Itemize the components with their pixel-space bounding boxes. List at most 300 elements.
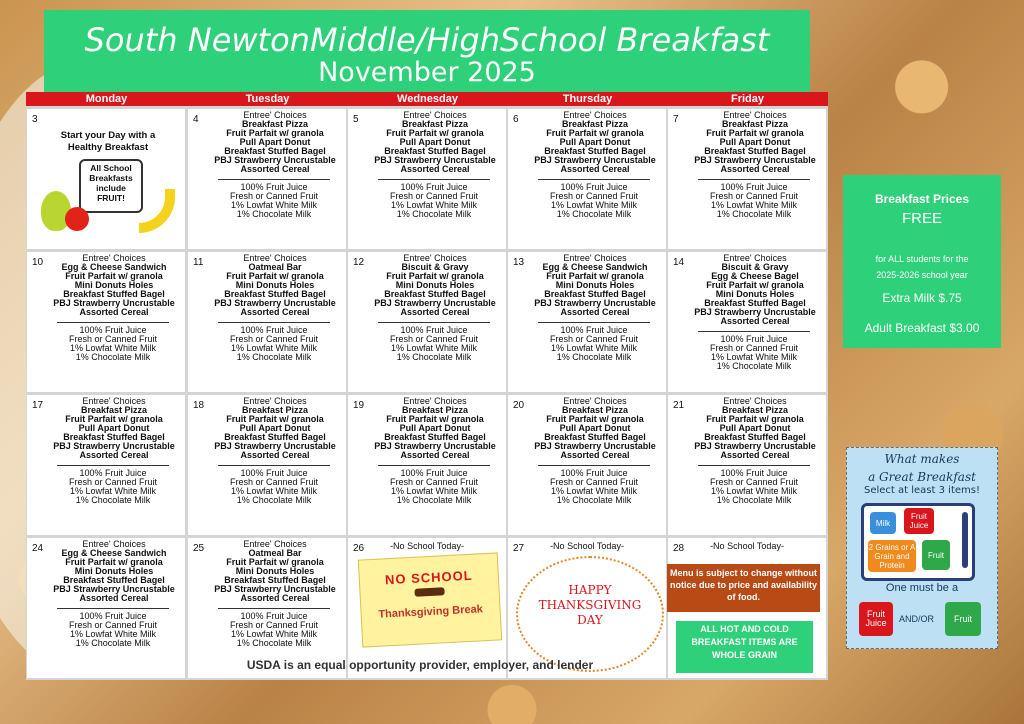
menu-item: Assorted Cereal	[720, 164, 790, 174]
date-number: 4	[193, 114, 199, 125]
entree-label: Entree' Choices	[243, 253, 307, 263]
menu-item: Fruit Parfait w/ granola	[546, 414, 644, 424]
menu-item: Fruit Parfait w/ granola	[226, 271, 324, 281]
date-number: 6	[513, 114, 519, 125]
menu-item: PBJ Strawberry Uncrustable	[694, 307, 816, 317]
side-item: Fresh or Canned Fruit	[549, 477, 639, 487]
day-cell	[27, 395, 185, 535]
side-item: 1% Chocolate Milk	[236, 495, 312, 505]
sides-block	[668, 335, 826, 371]
divider	[57, 322, 169, 323]
menu-item: Breakfast Stuffed Bagel	[704, 298, 806, 308]
spoon-icon	[962, 512, 968, 568]
side-item: Fresh or Canned Fruit	[549, 191, 639, 201]
side-item: 1% Lowfat White Milk	[550, 486, 638, 496]
menu-item: Mini Donuts Holes	[235, 280, 315, 290]
divider	[57, 608, 169, 609]
menu-item: Assorted Cereal	[79, 307, 149, 317]
entree-label: Entree' Choices	[403, 110, 467, 120]
day-header-wednesday: Wednesday	[347, 92, 508, 106]
prices-extra-milk: Extra Milk $.75	[882, 291, 962, 305]
side-item: 100% Fruit Juice	[79, 325, 147, 335]
grains-chip: 2 Grains or A Grain and Protein	[868, 540, 916, 572]
menu-item: Assorted Cereal	[720, 450, 790, 460]
page-header	[44, 10, 810, 94]
no-school-label: -No School Today-	[550, 541, 624, 551]
menu-item: Breakfast Stuffed Bagel	[544, 289, 646, 299]
date-number: 12	[353, 257, 365, 268]
menu-item: PBJ Strawberry Uncrustable	[694, 441, 816, 451]
menu-item: Assorted Cereal	[560, 450, 630, 460]
promo-sign-2: Breakfasts	[89, 173, 133, 183]
menu-item: Fruit Parfait w/ granola	[226, 557, 324, 567]
side-item: 1% Chocolate Milk	[75, 638, 151, 648]
side-item: 1% Lowfat White Milk	[710, 200, 798, 210]
usda-statement: USDA is an equal opportunity provider, employer, and lender	[246, 658, 594, 672]
side-item: 1% Lowfat White Milk	[710, 486, 798, 496]
menu-block	[188, 109, 346, 174]
side-item: 100% Fruit Juice	[720, 334, 788, 344]
menu-item: PBJ Strawberry Uncrustable	[534, 298, 656, 308]
entree-label: Entree' Choices	[82, 396, 146, 406]
entree-label: Entree' Choices	[723, 110, 787, 120]
menu-block	[188, 395, 346, 460]
menu-item: Breakfast Stuffed Bagel	[63, 432, 165, 442]
side-item: 100% Fruit Juice	[560, 468, 628, 478]
entree-label: Entree' Choices	[82, 539, 146, 549]
menu-item: Pull Apart Donut	[719, 423, 791, 433]
menu-item: Biscuit & Gravy	[721, 262, 789, 272]
fruit-chip: Fruit	[922, 540, 950, 570]
side-item: 1% Chocolate Milk	[556, 495, 632, 505]
divider	[538, 179, 650, 180]
menu-item: Fruit Parfait w/ granola	[706, 280, 804, 290]
day-cell	[508, 538, 666, 678]
day-header-friday: Friday	[667, 92, 828, 106]
day-header-tuesday: Tuesday	[187, 92, 348, 106]
menu-item: Oatmeal Bar	[248, 548, 302, 558]
side-item: 1% Chocolate Milk	[75, 352, 151, 362]
entree-label: Entree' Choices	[723, 253, 787, 263]
no-school-label: -No School Today-	[390, 541, 464, 551]
menu-block	[348, 252, 506, 317]
menu-block	[27, 395, 185, 460]
divider	[698, 465, 810, 466]
menu-item: Breakfast Stuffed Bagel	[384, 289, 486, 299]
side-item: 1% Chocolate Milk	[396, 495, 472, 505]
sides-block	[188, 326, 346, 362]
side-item: Fresh or Canned Fruit	[229, 191, 319, 201]
divider	[538, 322, 650, 323]
gb-subtitle: Select at least 3 items!	[864, 485, 980, 496]
no-school-sign	[358, 552, 502, 647]
side-item: 100% Fruit Juice	[720, 468, 788, 478]
menu-item: Fruit Parfait w/ granola	[65, 557, 163, 567]
side-item: 100% Fruit Juice	[560, 325, 628, 335]
menu-item: Fruit Parfait w/ granola	[65, 271, 163, 281]
date-number: 11	[193, 257, 204, 268]
menu-item: Breakfast Stuffed Bagel	[544, 432, 646, 442]
divider	[218, 179, 330, 180]
promo-sign-4: FRUIT!	[97, 193, 125, 203]
side-item: 100% Fruit Juice	[560, 182, 628, 192]
date-number: 14	[673, 257, 685, 268]
side-item: 100% Fruit Juice	[400, 325, 468, 335]
menu-item: PBJ Strawberry Uncrustable	[214, 584, 336, 594]
menu-item: Egg & Cheese Sandwich	[542, 262, 648, 272]
menu-item: Assorted Cereal	[240, 593, 310, 603]
menu-item: Fruit Parfait w/ granola	[546, 271, 644, 281]
menu-item: Pull Apart Donut	[239, 137, 311, 147]
thanksgiving-line3: DAY	[577, 613, 603, 627]
side-item: 1% Lowfat White Milk	[230, 629, 318, 639]
side-item: 1% Lowfat White Milk	[550, 200, 638, 210]
menu-item: PBJ Strawberry Uncrustable	[53, 441, 175, 451]
entree-label: Entree' Choices	[403, 253, 467, 263]
menu-item: Breakfast Stuffed Bagel	[63, 575, 165, 585]
entree-label: Entree' Choices	[563, 110, 627, 120]
menu-item: PBJ Strawberry Uncrustable	[534, 441, 656, 451]
menu-item: Fruit Parfait w/ granola	[706, 128, 804, 138]
page-title: South NewtonMiddle/HighSchool Breakfast	[84, 21, 770, 59]
sides-block	[508, 183, 666, 219]
day-cell	[668, 252, 826, 392]
menu-item: Oatmeal Bar	[248, 262, 302, 272]
menu-item: PBJ Strawberry Uncrustable	[374, 155, 496, 165]
menu-item: Pull Apart Donut	[559, 137, 631, 147]
menu-item: Breakfast Pizza	[80, 405, 148, 415]
day-header-thursday: Thursday	[507, 92, 668, 106]
gb-title-2: a Great Breakfast	[868, 470, 976, 484]
side-item: Fresh or Canned Fruit	[229, 334, 319, 344]
side-item: Fresh or Canned Fruit	[549, 334, 639, 344]
menu-item: Assorted Cereal	[79, 450, 149, 460]
side-item: 1% Lowfat White Milk	[390, 343, 478, 353]
divider	[698, 179, 810, 180]
side-item: 1% Chocolate Milk	[75, 495, 151, 505]
promo-line2: Healthy Breakfast	[67, 142, 149, 153]
sides-block	[668, 469, 826, 505]
menu-block	[508, 109, 666, 174]
divider	[218, 465, 330, 466]
menu-item: Fruit Parfait w/ granola	[386, 271, 484, 281]
day-header-monday: Monday	[26, 92, 187, 106]
day-cell	[27, 109, 185, 249]
sides-block	[188, 183, 346, 219]
side-item: 1% Lowfat White Milk	[390, 486, 478, 496]
whole-grain-note: ALL HOT AND COLD BREAKFAST ITEMS ARE WHOLE GRAIN	[676, 621, 813, 673]
day-cell	[27, 252, 185, 392]
sides-block	[508, 469, 666, 505]
side-item: 100% Fruit Juice	[720, 182, 788, 192]
side-item: 1% Chocolate Milk	[716, 495, 792, 505]
promo-sign-1: All School	[90, 163, 132, 173]
date-number: 5	[353, 114, 359, 125]
promo-sign-3: include	[96, 183, 126, 193]
gb-title-1: What makes	[884, 452, 960, 466]
side-item: Fresh or Canned Fruit	[68, 620, 158, 630]
menu-block	[188, 538, 346, 603]
menu-block	[188, 252, 346, 317]
side-item: Fresh or Canned Fruit	[709, 191, 799, 201]
side-item: 1% Lowfat White Milk	[390, 200, 478, 210]
side-item: 1% Lowfat White Milk	[230, 200, 318, 210]
menu-block	[668, 252, 826, 326]
side-item: 100% Fruit Juice	[400, 182, 468, 192]
menu-item: Fruit Parfait w/ granola	[226, 128, 324, 138]
promo-graphic	[35, 129, 181, 245]
divider	[378, 465, 490, 466]
menu-item: Breakfast Stuffed Bagel	[704, 432, 806, 442]
menu-item: Assorted Cereal	[560, 164, 630, 174]
menu-item: Breakfast Pizza	[241, 119, 309, 129]
sides-block	[668, 183, 826, 219]
menu-item: Breakfast Pizza	[401, 119, 469, 129]
day-cell	[188, 538, 346, 678]
divider	[378, 179, 490, 180]
gb-must: One must be a	[885, 582, 959, 594]
hat-icon	[414, 587, 444, 597]
side-item: Fresh or Canned Fruit	[389, 191, 479, 201]
prices-eligibility	[843, 251, 1001, 283]
menu-item: Egg & Cheese Sandwich	[61, 548, 167, 558]
side-item: 1% Chocolate Milk	[236, 352, 312, 362]
side-item: Fresh or Canned Fruit	[229, 477, 319, 487]
side-item: 1% Chocolate Milk	[556, 209, 632, 219]
menu-item: PBJ Strawberry Uncrustable	[374, 441, 496, 451]
menu-item: Mini Donuts Holes	[74, 566, 154, 576]
menu-item: Breakfast Stuffed Bagel	[384, 146, 486, 156]
divider	[538, 465, 650, 466]
side-item: Fresh or Canned Fruit	[709, 477, 799, 487]
menu-item: Pull Apart Donut	[78, 423, 150, 433]
sides-block	[348, 183, 506, 219]
sides-block	[348, 326, 506, 362]
side-item: 100% Fruit Juice	[240, 325, 308, 335]
menu-item: Breakfast Stuffed Bagel	[384, 432, 486, 442]
day-cell	[668, 109, 826, 249]
entree-label: Entree' Choices	[563, 253, 627, 263]
promo-sign	[79, 159, 143, 213]
date-number: 13	[513, 257, 525, 268]
menu-block	[27, 538, 185, 603]
side-item: 1% Chocolate Milk	[556, 352, 632, 362]
milk-chip: Milk	[870, 512, 896, 534]
menu-item: Pull Apart Donut	[399, 137, 471, 147]
side-item: 100% Fruit Juice	[240, 182, 308, 192]
menu-item: Breakfast Pizza	[241, 405, 309, 415]
side-item: 1% Chocolate Milk	[396, 352, 472, 362]
menu-item: Assorted Cereal	[240, 450, 310, 460]
menu-block	[348, 395, 506, 460]
menu-item: Fruit Parfait w/ granola	[546, 128, 644, 138]
menu-item: Breakfast Pizza	[561, 119, 629, 129]
divider	[218, 608, 330, 609]
side-item: 1% Lowfat White Milk	[69, 629, 157, 639]
sides-block	[27, 326, 185, 362]
menu-item: Assorted Cereal	[240, 307, 310, 317]
side-item: 1% Chocolate Milk	[396, 209, 472, 219]
date-number: 18	[193, 400, 205, 411]
prices-eligibility-line2: 2025-2026 school year	[876, 270, 968, 280]
day-cell	[188, 395, 346, 535]
divider	[698, 331, 810, 332]
menu-item: PBJ Strawberry Uncrustable	[534, 155, 656, 165]
prices-eligibility-line1: for ALL students for the	[875, 254, 969, 264]
menu-item: Assorted Cereal	[79, 593, 149, 603]
side-item: 1% Lowfat White Milk	[550, 343, 638, 353]
gb-fruit-chip: Fruit	[945, 602, 981, 636]
day-cell	[668, 395, 826, 535]
entree-label: Entree' Choices	[403, 396, 467, 406]
menu-item: Assorted Cereal	[400, 450, 470, 460]
menu-item: Breakfast Pizza	[721, 405, 789, 415]
date-number: 7	[673, 114, 679, 125]
day-cell	[188, 252, 346, 392]
prices-free: FREE	[901, 210, 942, 227]
date-number: 21	[673, 400, 685, 411]
menu-block	[668, 395, 826, 460]
menu-item: Mini Donuts Holes	[555, 280, 635, 290]
date-number: 10	[32, 257, 44, 268]
menu-item: Breakfast Stuffed Bagel	[224, 575, 326, 585]
menu-item: Breakfast Pizza	[721, 119, 789, 129]
menu-item: Fruit Parfait w/ granola	[386, 414, 484, 424]
side-item: Fresh or Canned Fruit	[709, 343, 799, 353]
side-item: 1% Lowfat White Milk	[230, 486, 318, 496]
menu-item: Breakfast Pizza	[401, 405, 469, 415]
no-school-sign-line2: Thanksgiving Break	[378, 603, 484, 621]
menu-item: Breakfast Stuffed Bagel	[704, 146, 806, 156]
day-cell	[188, 109, 346, 249]
menu-item: Breakfast Stuffed Bagel	[63, 289, 165, 299]
menu-item: Pull Apart Donut	[559, 423, 631, 433]
date-number: 28	[673, 543, 685, 554]
no-school-label: -No School Today-	[710, 541, 784, 551]
entree-label: Entree' Choices	[82, 253, 146, 263]
menu-item: Egg & Cheese Bagel	[711, 271, 799, 281]
side-item: 1% Chocolate Milk	[716, 361, 792, 371]
menu-item: PBJ Strawberry Uncrustable	[214, 155, 336, 165]
entree-label: Entree' Choices	[243, 110, 307, 120]
date-number: 17	[32, 400, 44, 411]
menu-item: Fruit Parfait w/ granola	[226, 414, 324, 424]
menu-item: PBJ Strawberry Uncrustable	[214, 298, 336, 308]
great-breakfast-graphic	[846, 447, 998, 649]
side-item: 100% Fruit Juice	[79, 468, 147, 478]
side-item: 1% Lowfat White Milk	[230, 343, 318, 353]
menu-item: Breakfast Stuffed Bagel	[224, 146, 326, 156]
day-cell	[348, 538, 506, 678]
menu-block	[27, 252, 185, 317]
entree-label: Entree' Choices	[723, 396, 787, 406]
side-item: Fresh or Canned Fruit	[229, 620, 319, 630]
menu-item: PBJ Strawberry Uncrustable	[214, 441, 336, 451]
date-number: 3	[32, 114, 38, 125]
menu-item: Assorted Cereal	[720, 316, 790, 326]
menu-item: Mini Donuts Holes	[74, 280, 154, 290]
day-cell	[508, 395, 666, 535]
date-number: 25	[193, 543, 205, 554]
prices-adult: Adult Breakfast $3.00	[864, 321, 980, 335]
side-item: 1% Chocolate Milk	[716, 209, 792, 219]
date-number: 19	[353, 400, 365, 411]
side-item: 1% Lowfat White Milk	[69, 343, 157, 353]
menu-item: Breakfast Stuffed Bagel	[224, 432, 326, 442]
menu-item: Pull Apart Donut	[239, 423, 311, 433]
tray-icon	[861, 503, 975, 581]
menu-item: Pull Apart Donut	[719, 137, 791, 147]
date-number: 20	[513, 400, 525, 411]
sides-block	[188, 612, 346, 648]
side-item: 1% Chocolate Milk	[236, 638, 312, 648]
menu-item: Pull Apart Donut	[399, 423, 471, 433]
menu-item: Mini Donuts Holes	[395, 280, 475, 290]
side-item: Fresh or Canned Fruit	[389, 477, 479, 487]
menu-change-notice: Menu is subject to change without notice due to price and availability of food.	[667, 564, 820, 612]
apple-icon	[65, 207, 89, 231]
side-item: 1% Chocolate Milk	[236, 209, 312, 219]
day-cell	[348, 109, 506, 249]
thanksgiving-line2: THANKSGIVING	[538, 598, 642, 612]
date-number: 27	[513, 543, 525, 554]
prices-box	[843, 175, 1001, 348]
menu-block	[508, 252, 666, 317]
menu-item: Assorted Cereal	[240, 164, 310, 174]
entree-label: Entree' Choices	[563, 396, 627, 406]
day-cell	[348, 252, 506, 392]
day-cell	[508, 109, 666, 249]
side-item: 100% Fruit Juice	[79, 611, 147, 621]
menu-item: Fruit Parfait w/ granola	[386, 128, 484, 138]
gb-or: AND/OR	[899, 614, 935, 624]
banana-icon	[139, 189, 175, 233]
divider	[378, 322, 490, 323]
menu-item: Assorted Cereal	[400, 164, 470, 174]
sides-block	[188, 469, 346, 505]
side-item: Fresh or Canned Fruit	[68, 334, 158, 344]
day-cell	[348, 395, 506, 535]
date-number: 26	[353, 543, 365, 554]
side-item: 100% Fruit Juice	[240, 468, 308, 478]
day-cell	[27, 538, 185, 678]
sides-block	[508, 326, 666, 362]
menu-item: Biscuit & Gravy	[401, 262, 469, 272]
entree-label: Entree' Choices	[243, 539, 307, 549]
day-cell	[508, 252, 666, 392]
menu-block	[508, 395, 666, 460]
date-number: 24	[32, 543, 44, 554]
side-item: Fresh or Canned Fruit	[68, 477, 158, 487]
menu-item: Egg & Cheese Sandwich	[61, 262, 167, 272]
menu-item: PBJ Strawberry Uncrustable	[53, 298, 175, 308]
sides-block	[27, 469, 185, 505]
side-item: 1% Lowfat White Milk	[69, 486, 157, 496]
menu-item: Breakfast Stuffed Bagel	[544, 146, 646, 156]
fruit-juice-chip: Fruit Juice	[904, 508, 934, 534]
menu-block	[668, 109, 826, 174]
menu-item: Mini Donuts Holes	[715, 289, 795, 299]
menu-item: Mini Donuts Holes	[235, 566, 315, 576]
entree-label: Entree' Choices	[243, 396, 307, 406]
menu-item: PBJ Strawberry Uncrustable	[374, 298, 496, 308]
gb-fruit-juice-chip: Fruit Juice	[859, 602, 893, 636]
menu-item: Assorted Cereal	[560, 307, 630, 317]
menu-item: PBJ Strawberry Uncrustable	[53, 584, 175, 594]
sides-block	[348, 469, 506, 505]
divider	[218, 322, 330, 323]
page-month: November 2025	[318, 57, 536, 88]
